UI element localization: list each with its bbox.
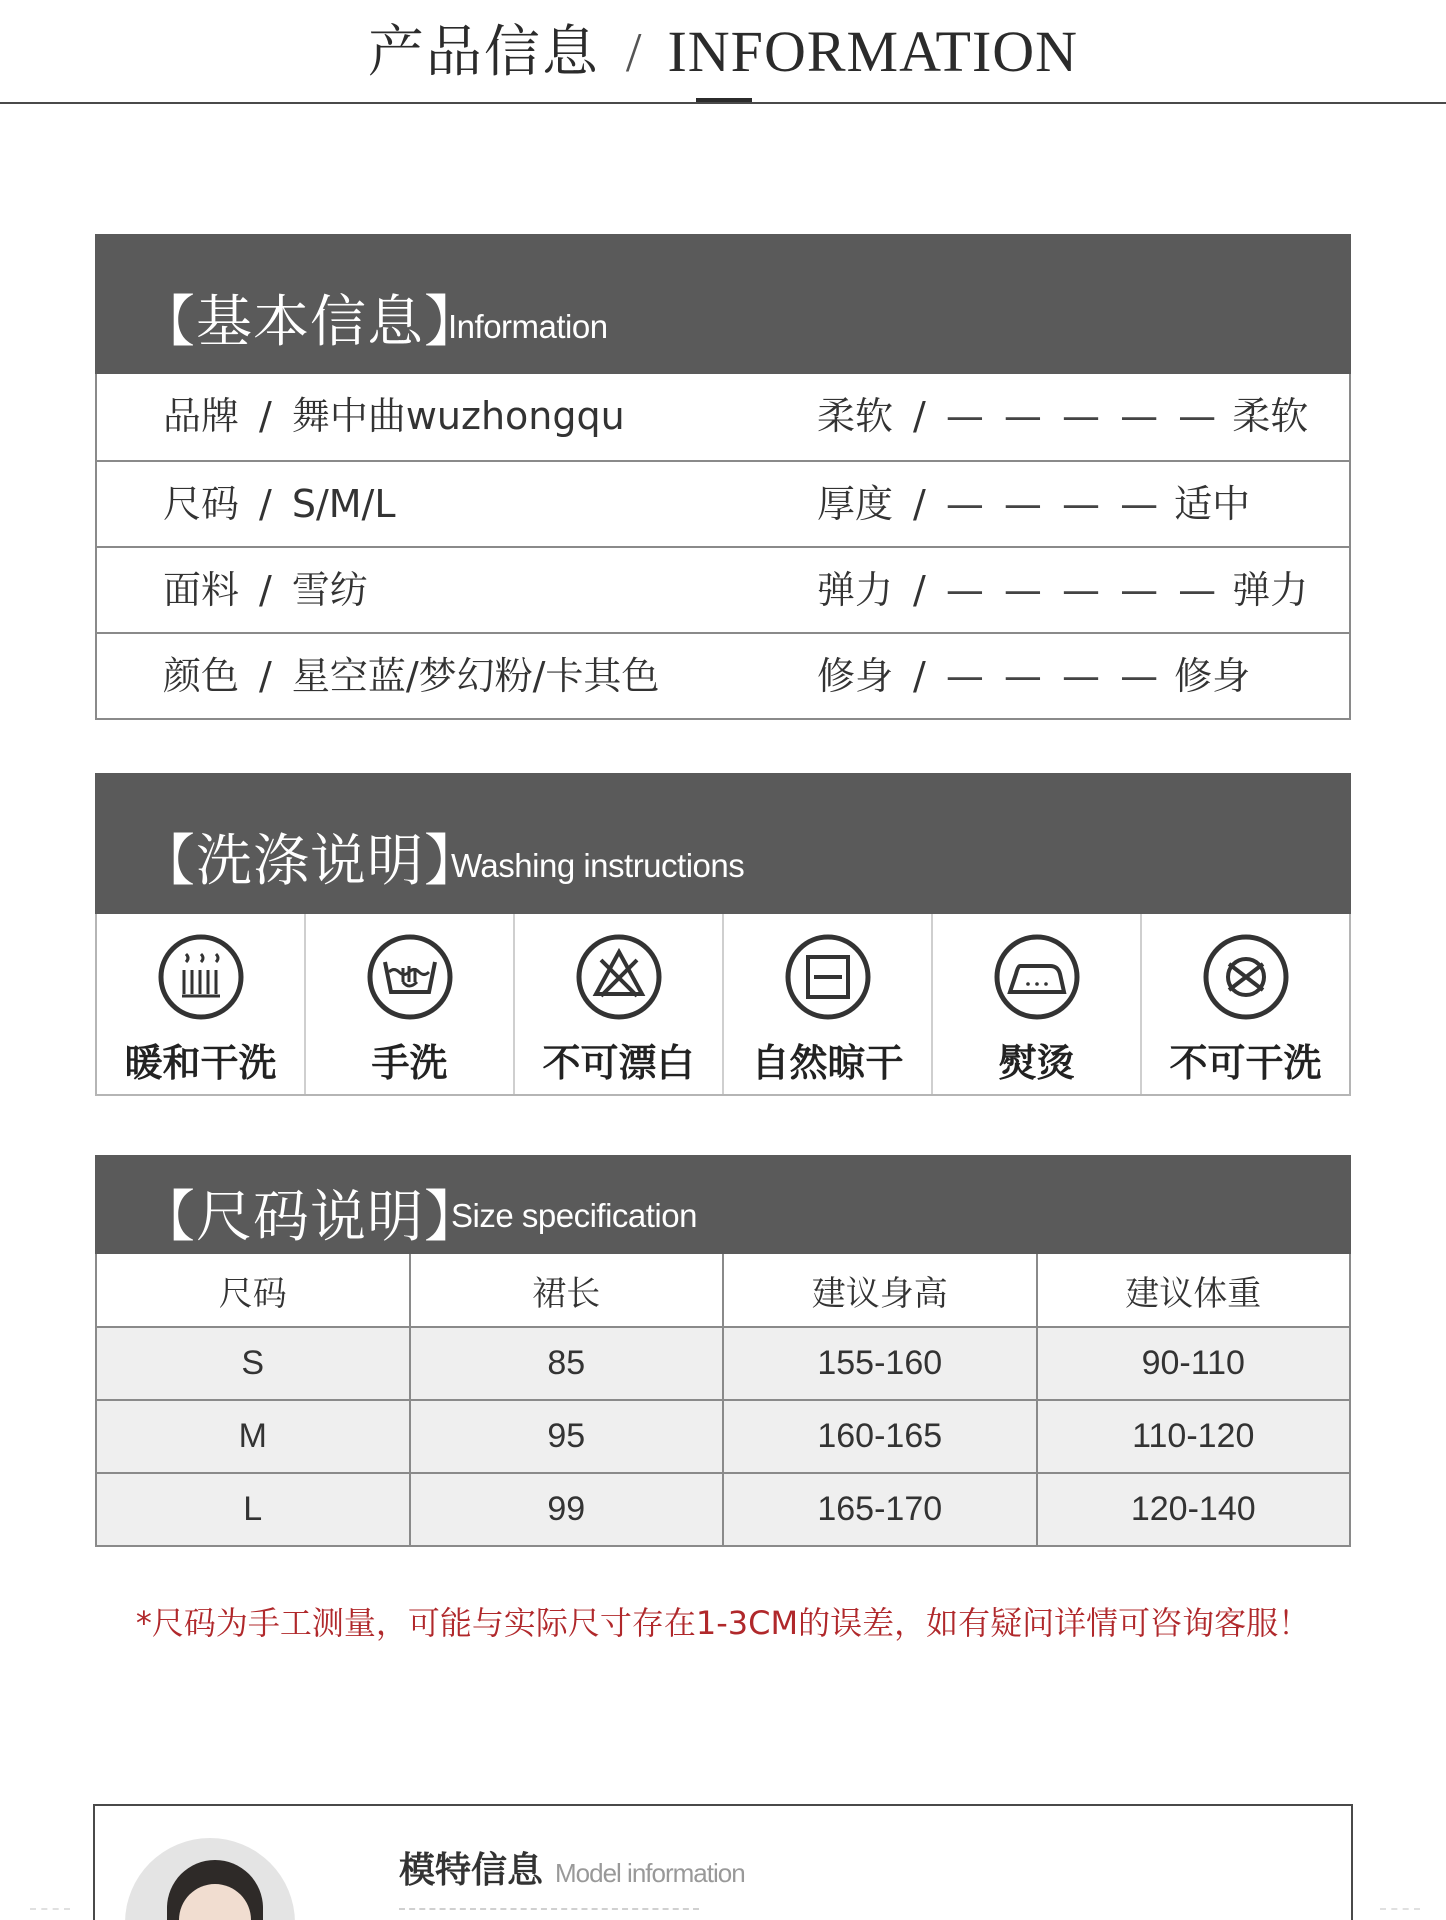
info-left-cell	[163, 374, 625, 458]
table-cell: 155-160	[723, 1327, 1037, 1400]
info-label: 尺码	[163, 482, 240, 526]
table-cell: 120-140	[1037, 1473, 1351, 1546]
info-label: 弹力	[817, 568, 894, 612]
info-row-size	[97, 460, 1349, 546]
info-value: 修身	[1174, 654, 1251, 698]
washing-section	[95, 773, 1351, 1096]
info-scale-dashes: — — — — —	[945, 394, 1221, 438]
basic-info-table	[95, 374, 1351, 720]
washing-grid	[95, 914, 1351, 1096]
edge-divider-right	[1380, 1908, 1420, 1910]
size-table	[95, 1254, 1351, 1547]
wash-item	[1140, 914, 1349, 1094]
no-bleach-icon	[574, 932, 664, 1022]
header-divider	[0, 102, 1446, 104]
info-right-cell	[817, 462, 1250, 546]
basic-info-header	[95, 234, 1351, 374]
model-title-cn: 模特信息	[399, 1850, 544, 1891]
page-header	[0, 0, 1446, 106]
model-info-section	[93, 1804, 1353, 1920]
table-cell: 90-110	[1037, 1327, 1351, 1400]
column-header: 尺码	[96, 1254, 410, 1327]
wash-item	[513, 914, 722, 1094]
info-value: 弹力	[1232, 568, 1309, 612]
info-row-fabric	[97, 546, 1349, 632]
size-title-en: Size specification	[451, 1197, 697, 1234]
edge-divider-left	[30, 1908, 70, 1910]
info-left-cell	[163, 548, 368, 632]
table-row	[96, 1400, 1350, 1473]
info-separator: /	[913, 568, 926, 612]
wash-label: 暖和干洗	[124, 1041, 277, 1085]
size-header	[95, 1155, 1351, 1254]
info-left-cell	[163, 462, 396, 546]
info-separator: /	[259, 394, 272, 438]
table-cell: 110-120	[1037, 1400, 1351, 1473]
basic-info-title-cn: 【基本信息】	[139, 290, 481, 355]
info-value: S/M/L	[291, 482, 396, 526]
model-avatar	[125, 1838, 295, 1920]
wash-label: 不可干洗	[1169, 1041, 1322, 1085]
info-value: 星空蓝/梦幻粉/卡其色	[291, 654, 660, 698]
info-label: 柔软	[817, 394, 894, 438]
iron-icon	[992, 932, 1082, 1022]
table-cell: 160-165	[723, 1400, 1037, 1473]
info-row-color	[97, 632, 1349, 718]
wash-label: 熨烫	[998, 1041, 1075, 1085]
washing-title-cn: 【洗涤说明】	[139, 829, 481, 894]
wash-item	[931, 914, 1140, 1094]
info-left-cell	[163, 634, 659, 718]
info-separator: /	[259, 654, 272, 698]
info-label: 品牌	[163, 394, 240, 438]
info-right-cell	[817, 548, 1308, 632]
info-value: 雪纺	[291, 568, 368, 612]
column-header: 裙长	[410, 1254, 724, 1327]
info-scale-dashes: — — — —	[945, 654, 1163, 698]
table-row	[96, 1473, 1350, 1546]
column-header: 建议体重	[1037, 1254, 1351, 1327]
info-label: 修身	[817, 654, 894, 698]
model-title-en: Model information	[555, 1858, 745, 1888]
wash-item	[722, 914, 931, 1094]
header-accent-tick	[696, 98, 752, 102]
column-header: 建议身高	[723, 1254, 1037, 1327]
info-value: 舞中曲wuzhongqu	[291, 394, 625, 438]
table-cell: M	[96, 1400, 410, 1473]
table-cell: L	[96, 1473, 410, 1546]
table-cell: 95	[410, 1400, 724, 1473]
model-title-divider	[399, 1908, 699, 1910]
table-cell: 85	[410, 1327, 724, 1400]
wash-item	[304, 914, 513, 1094]
model-info-title	[399, 1842, 745, 1893]
info-separator: /	[913, 654, 926, 698]
info-separator: /	[913, 394, 926, 438]
table-row	[96, 1327, 1350, 1400]
washing-title-en: Washing instructions	[451, 847, 745, 884]
basic-info-title-en: Information	[448, 308, 608, 345]
wash-label: 不可漂白	[542, 1041, 695, 1085]
info-value: 柔软	[1232, 394, 1309, 438]
natural-dry-icon	[783, 932, 873, 1022]
table-cell: 99	[410, 1473, 724, 1546]
hand-wash-icon	[365, 932, 455, 1022]
no-dry-clean-icon	[1201, 932, 1291, 1022]
info-right-cell	[817, 374, 1308, 458]
page-title-en: INFORMATION	[667, 19, 1079, 84]
wash-label: 自然晾干	[751, 1041, 904, 1085]
size-section	[95, 1155, 1351, 1547]
info-scale-dashes: — — — —	[945, 482, 1163, 526]
info-separator: /	[913, 482, 926, 526]
page-title	[0, 8, 1446, 88]
page-title-cn: 产品信息	[367, 20, 600, 85]
info-row-brand	[97, 374, 1349, 460]
info-label: 面料	[163, 568, 240, 612]
wash-label: 手洗	[371, 1041, 448, 1085]
size-disclaimer-note: *尺码为手工测量，可能与实际尺寸存在1-3CM的误差，如有疑问详情可咨询客服！	[135, 1604, 1311, 1642]
info-scale-dashes: — — — — —	[945, 568, 1221, 612]
table-cell: S	[96, 1327, 410, 1400]
warm-dry-clean-icon	[156, 932, 246, 1022]
table-cell: 165-170	[723, 1473, 1037, 1546]
title-separator: /	[625, 22, 642, 84]
basic-info-section	[95, 234, 1351, 720]
info-separator: /	[259, 568, 272, 612]
washing-header	[95, 773, 1351, 914]
info-label: 颜色	[163, 654, 240, 698]
info-value: 适中	[1174, 482, 1251, 526]
info-separator: /	[259, 482, 272, 526]
size-table-header-row	[96, 1254, 1350, 1327]
size-title-cn: 【尺码说明】	[139, 1185, 481, 1250]
info-right-cell	[817, 634, 1250, 718]
wash-item	[97, 914, 304, 1094]
info-label: 厚度	[817, 482, 894, 526]
